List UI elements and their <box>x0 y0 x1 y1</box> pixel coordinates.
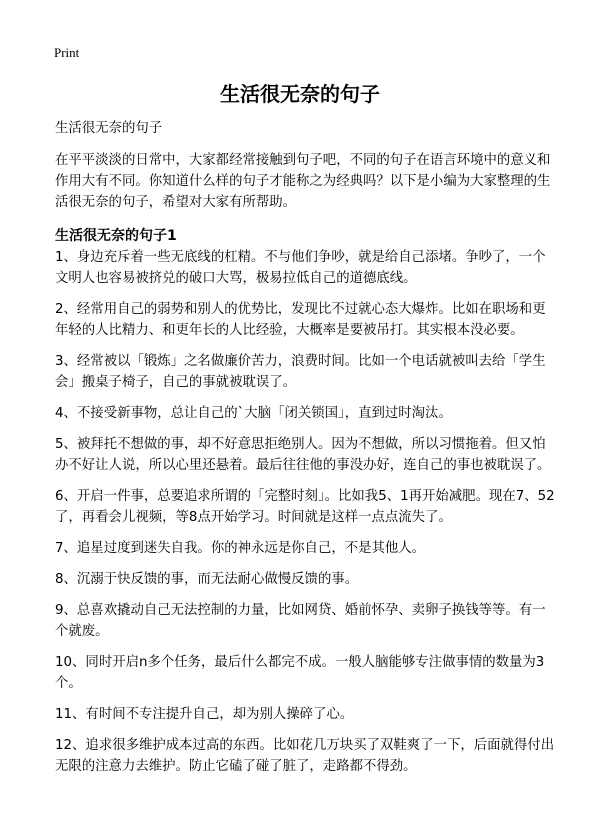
list-item: 8、沉溺于快反馈的事，而无法耐心做慢反馈的事。 <box>55 572 359 587</box>
list-item: 4、不接受新事物，总让自己的`大脑「闭关锁国」，直到过时淘汰。 <box>55 406 452 421</box>
list-item: 5、被拜托不想做的事，却不好意思拒绝别人。因为不想做，所以习惯拖着。但又怕办不好让人说，所以心里还悬着。最后往往他的事没办好，连自己的事也被耽误了。 <box>55 437 551 473</box>
article-subtitle: 生活很无奈的句子 <box>55 121 163 136</box>
list-item: 1、身边充斥着一些无底线的杠精。不与他们争吵，就是给自己添堵。争吵了，一个文明人也容易被挤兑的破口大骂，极易拉低自己的道德底线。 <box>55 250 546 286</box>
page-title: 生活很无奈的句子 <box>220 82 380 106</box>
list-item: 2、经常用自己的弱势和别人的优势比，发现比不过就心态大爆炸。比如在职场和更年轻的人比精力、和更年长的人比经验，大概率是要被吊打。其实根本没必要。 <box>55 302 546 338</box>
section-heading: 生活很无奈的句子1 <box>55 228 177 244</box>
list-item: 3、经常被以「锻炼」之名做廉价苦力，浪费时间。比如一个电话就被叫去给「学生会」搬桌子椅子，自己的事就被耽误了。 <box>55 354 546 390</box>
list-item: 6、开启一件事，总要追求所谓的「完整时刻」。比如我5、1再开始减肥。现在7、52了，再看会儿视频，等8点开始学习。时间就是这样一点点流失了。 <box>55 489 555 525</box>
article-body <box>55 118 555 787</box>
intro-paragraph: 在平平淡淡的日常中，大家都经常接触到句子吧，不同的句子在语言环境中的意义和作用大有不同。你知道什么样的句子才能称之为经典吗？以下是小编为大家整理的生活很无奈的句子，希望对大家有所帮助。 <box>55 153 551 210</box>
list-item: 9、总喜欢撬动自己无法控制的力量，比如网贷、婚前怀孕、卖卵子换钱等等。有一个就废。 <box>55 603 546 639</box>
list-item: 10、同时开启n多个任务，最后什么都完不成。一般人脑能够专注做事情的数量为3个。 <box>55 655 545 691</box>
list-item: 12、追求很多维护成本过高的东西。比如花几万块买了双鞋爽了一下，后面就得付出无限的注意力去维护。防止它磕了碰了脏了，走路都不得劲。 <box>55 738 555 774</box>
print-link[interactable]: Print <box>54 45 80 60</box>
list-item: 11、有时间不专注提升自己，却为别人操碎了心。 <box>55 707 354 722</box>
list-item: 7、追星过度到迷失自我。你的神永远是你自己，不是其他人。 <box>55 541 426 556</box>
